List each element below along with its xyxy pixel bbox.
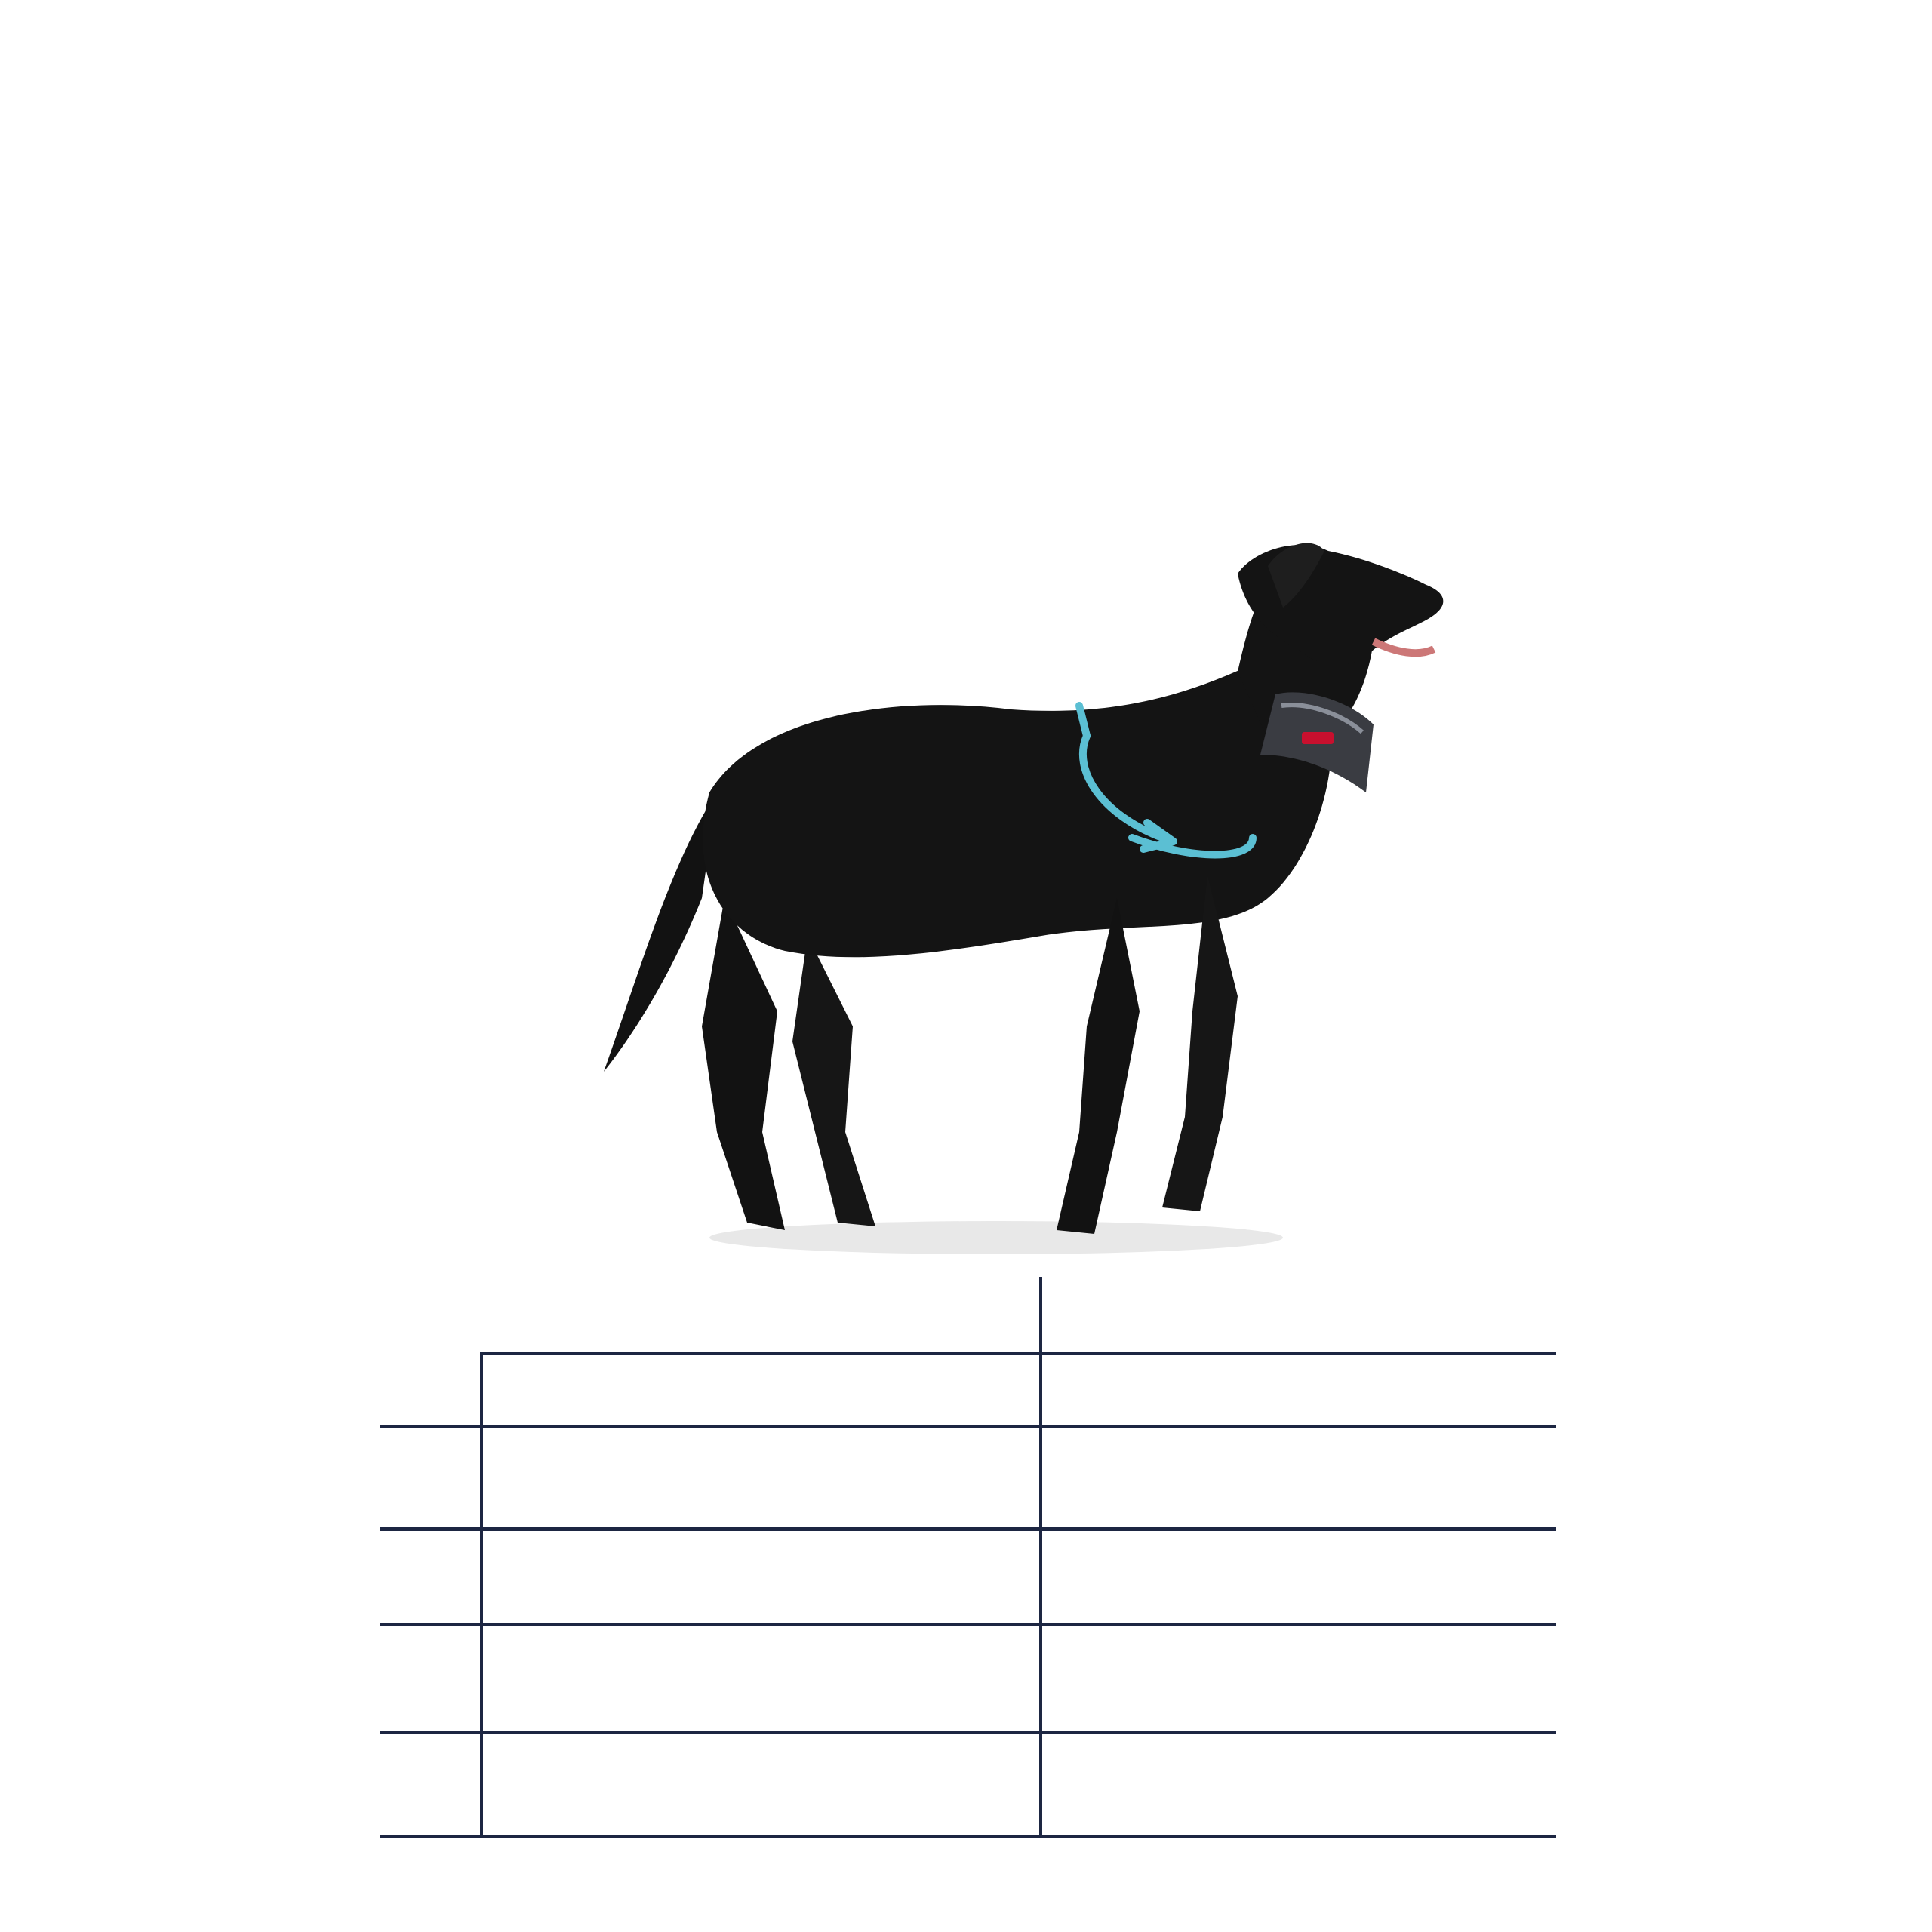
dog-photo [589,543,1479,1268]
halti-logo [1600,30,1826,143]
collar-logo-mark [1302,732,1334,744]
